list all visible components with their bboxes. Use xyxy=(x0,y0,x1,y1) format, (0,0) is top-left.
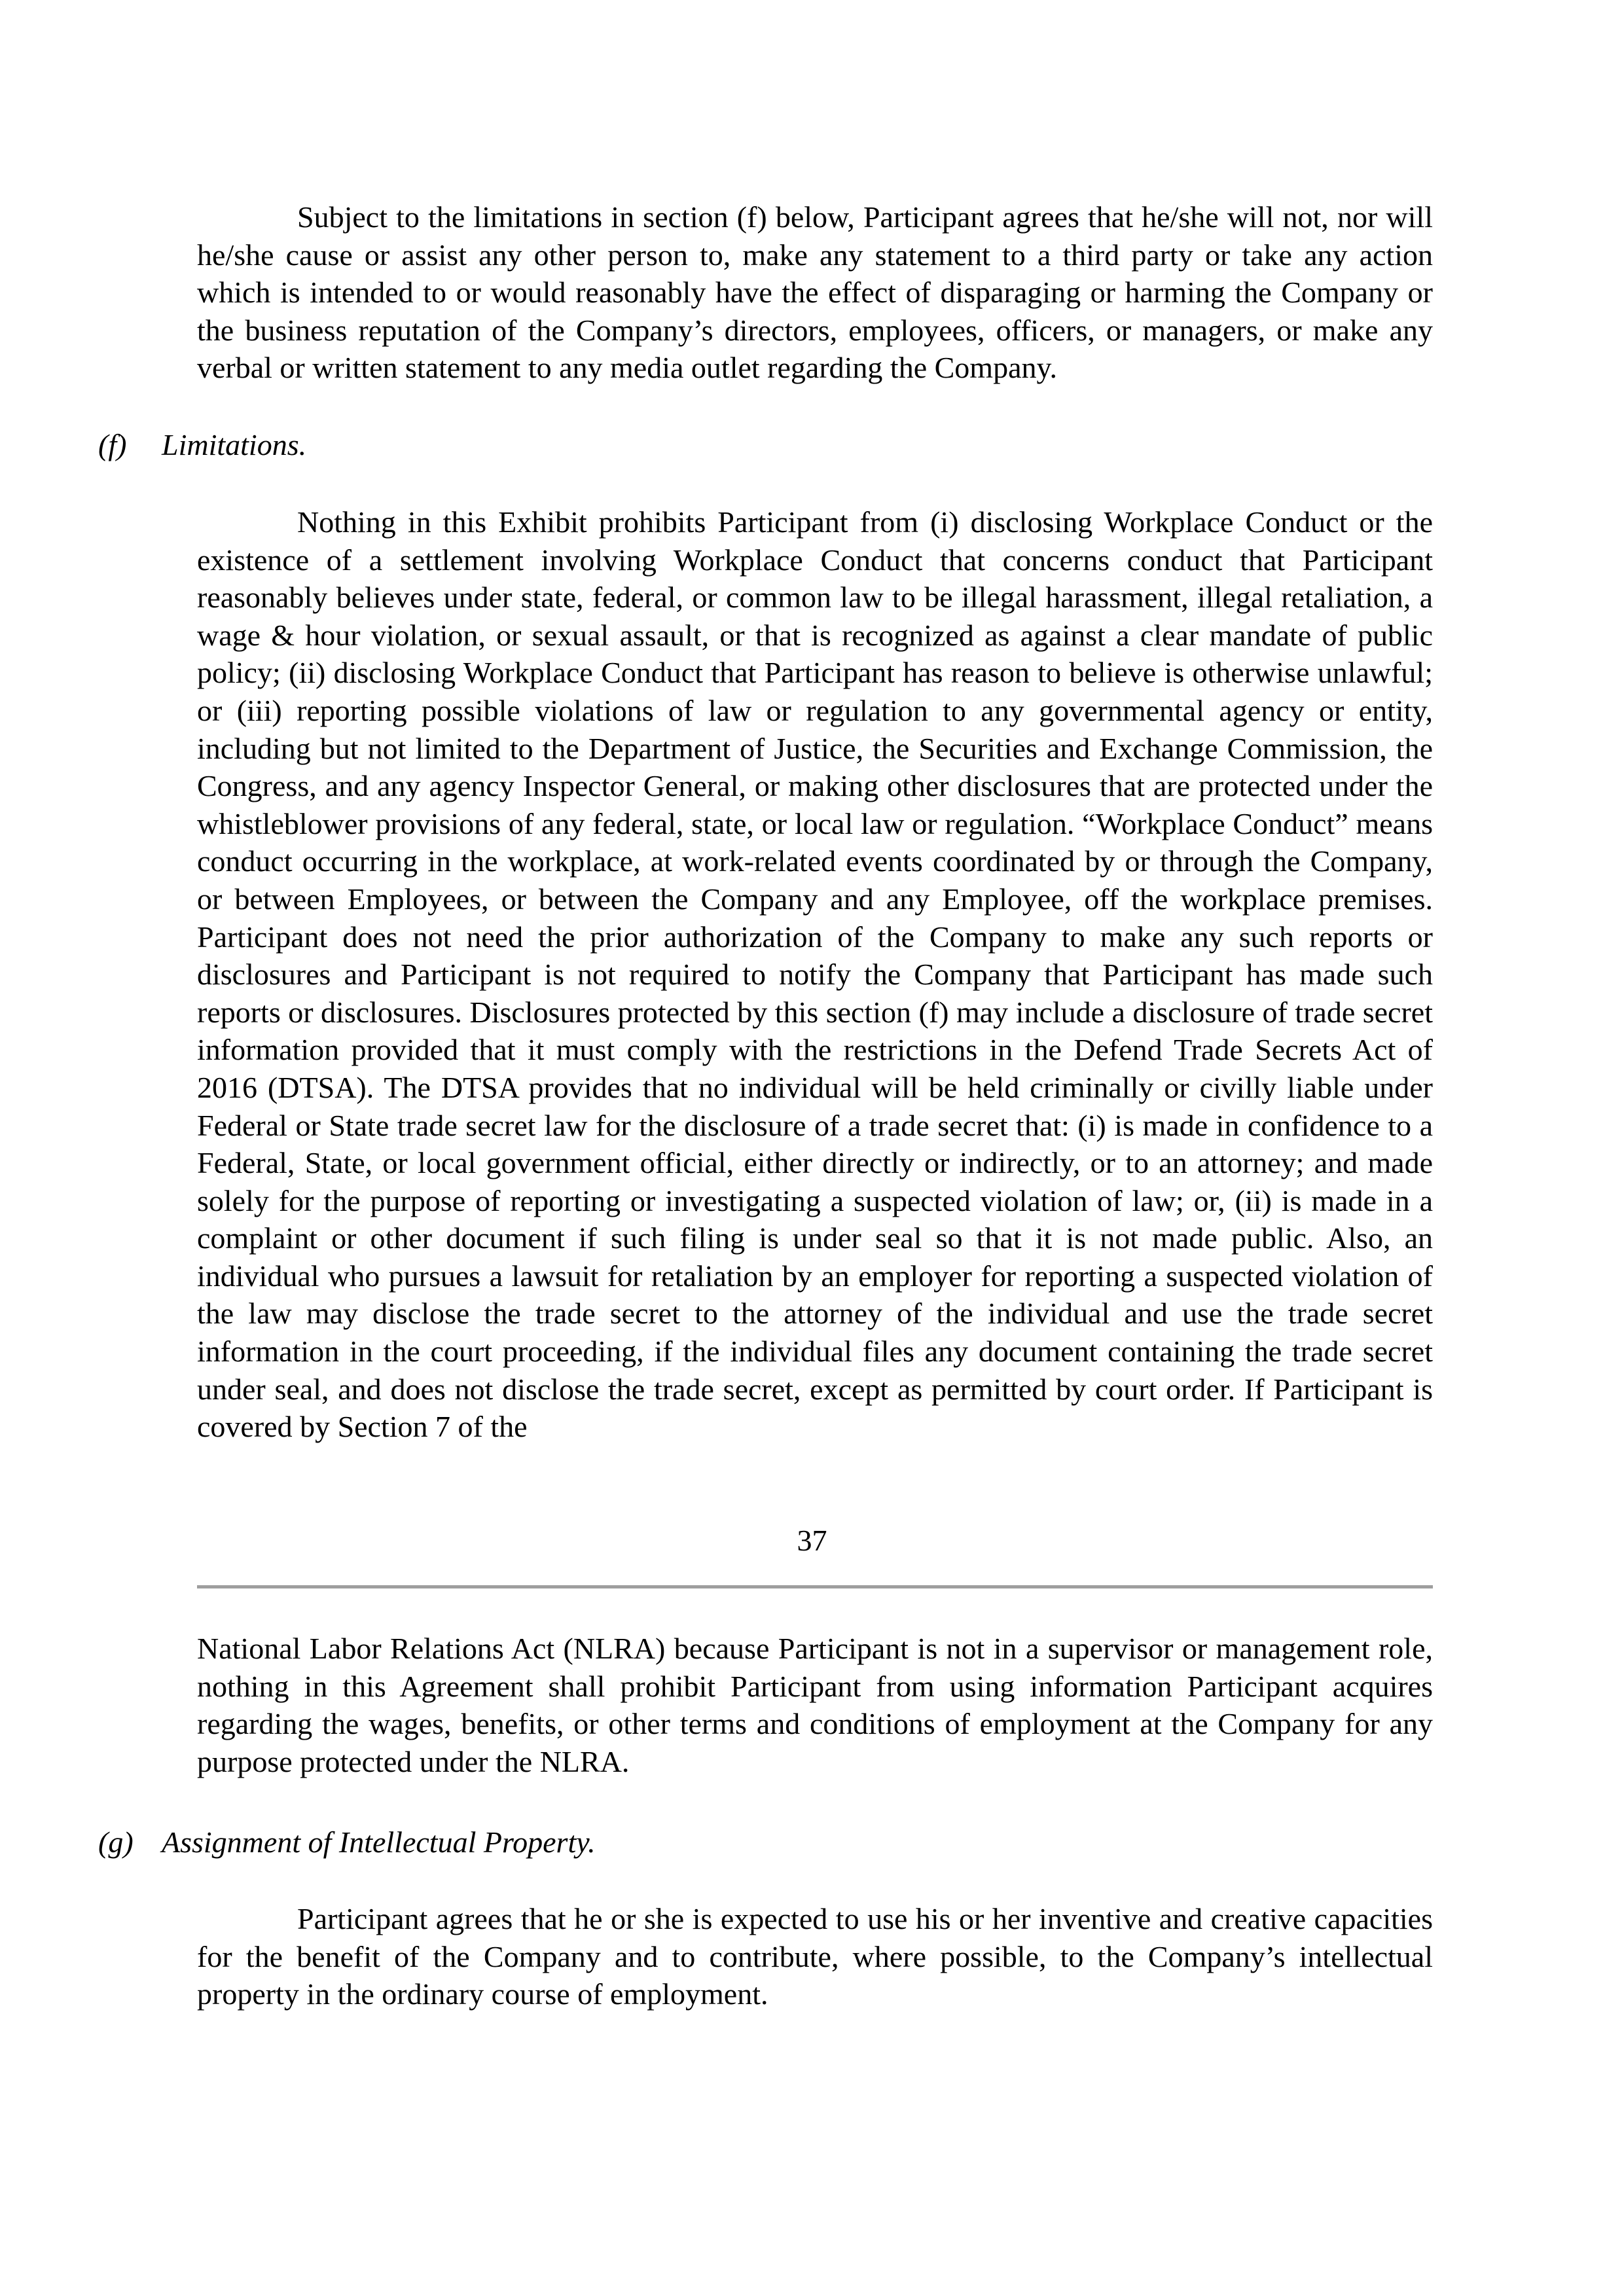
section-marker-f: (f) xyxy=(98,428,127,461)
paragraph-intellectual-property: Participant agrees that he or she is expected to use his or her inventive and creative capacities for the benefit of the Company and to contribute, where possible, to the Company’s intellectual property in the ordinary course of employment. xyxy=(197,1902,1433,2011)
page-number: 37 xyxy=(797,1524,827,1557)
section-title-f: Limitations. xyxy=(162,428,307,461)
section-title-g: Assignment of Intellectual Property. xyxy=(162,1825,596,1859)
section-heading-f xyxy=(98,426,306,464)
section-heading-g xyxy=(98,1823,596,1861)
paragraph-nlra-continuation: National Labor Relations Act (NLRA) because Participant is not in a supervisor or management role, nothing in this Agreement shall prohibit Participant from using information Participant acquires regarding the wages, benefits, or other terms and conditions of employment at the Company for any purpose protected under the NLRA. xyxy=(197,1632,1433,1778)
paragraph-non-disparagement: Subject to the limitations in section (f) below, Participant agrees that he/she will not, nor will he/she cause or assist any other person to, make any statement to a third party or take any action which is intended to or would reasonably have the effect of disparaging or harming the Company or the business reputation of the Company’s directors, employees, officers, or managers, or make any verbal or written statement to any media outlet regarding the Company. xyxy=(197,200,1433,385)
page-break-divider xyxy=(197,1585,1433,1588)
paragraph-limitations: Nothing in this Exhibit prohibits Participant from (i) disclosing Workplace Conduct or the existence of a settlement involving Workplace Conduct that concerns conduct that Participant reasonably believes under state, federal, or common law to be illegal harassment, illegal retaliation, a wage & hour violation, or sexual assault, or that is recognized as against a clear mandate of public policy; (ii) disclosing Workplace Conduct that Participant has reason to believe is otherwise unlawful; or (iii) reporting possible violations of law or regulation to any governmental agency or entity, including but not limited to the Department of Justice, the Securities and Exchange Commission, the Congress, and any agency Inspector General, or making other disclosures that are protected under the whistleblower provisions of any federal, state, or local law or regulation. “Workplace Conduct” means conduct occurring in the workplace, at work-related events coordinated by or through the Company, or between Employees, or between the Company and any Employee, off the workplace premises. Participant does not need the prior authorization of the Company to make any such reports or disclosures and Participant is not required to notify the Company that Participant has made such reports or disclosures. Disclosures protected by this section (f) may include a disclosure of trade secret information provided that it must comply with the restrictions in the Defend Trade Secrets Act of 2016 (DTSA). The DTSA provides that no individual will be held criminally or civilly liable under Federal or State trade secret law for the disclosure of a trade secret that: (i) is made in confidence to a Federal, State, or local government official, either directly or indirectly, or to an attorney; and made solely for the purpose of reporting or investigating a suspected violation of law; or, (ii) is made in a complaint or other document if such filing is under seal so that it is not made public. Also, an individual who pursues a lawsuit for retaliation by an employer for reporting a suspected violation of the law may disclose the trade secret to the attorney of the individual and use the trade secret information in the court proceeding, if the individual files any document containing the trade secret under seal, and does not disclose the trade secret, except as permitted by court order. If Participant is covered by Section 7 of the xyxy=(197,505,1433,1444)
section-marker-g: (g) xyxy=(98,1825,134,1859)
